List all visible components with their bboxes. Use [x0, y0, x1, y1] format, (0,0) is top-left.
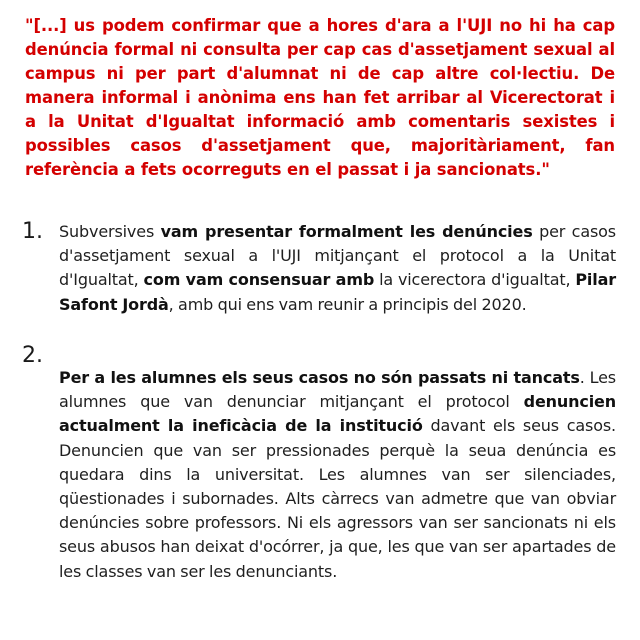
bold-text-run: Pilar Safont Jordà: [59, 270, 616, 314]
list-item-number: 1.: [22, 219, 43, 244]
list-item-text: [59, 342, 616, 584]
text-run: per casos d'assetjament sexual a l'UJI mitjançant el protocol a la Unitat d'Igualtat,: [59, 222, 616, 290]
text-run: . Les alumnes que van denunciar mitjançant el protocol: [59, 368, 616, 412]
bold-text-run: com vam consensuar amb: [143, 270, 375, 290]
highlighted-quote: "[...] us podem confirmar que a hores d'ara a l'UJI no hi ha cap denúncia formal ni consulta per cap cas d'assetjament sexual al campus ni per part d'alumnat ni de cap altre col·lectiu. De manera informal i anònima ens han fet arribar al Vicerectorat i a la Unitat d'Igualtat informació amb comentaris sexistes i possibles casos d'assetjament que, majoritàriament, fan referència a fets ocorreguts en el passat i ja sancionats.": [25, 16, 615, 179]
list-item: [22, 220, 616, 342]
list-item-number: 2.: [22, 343, 43, 368]
text-run: davant els seus casos. Denuncien que van ser pressionades perquè la seua denúncia es quedara dins la universitat. Les alumnes van ser silenciades, qüestionades i subornades. Alts càrrecs van admetre que van obviar denúncies sobre professors. Ni els agressors van ser sancionats ni els seus abusos han deixat d'ocórrer, ja que, les que van ser apartades de les classes van ser les denunciants.: [59, 416, 616, 581]
bold-text-run: vam presentar formalment les denúncies: [160, 222, 533, 241]
bold-text-run: denuncien actualment la ineficàcia de la institució: [59, 392, 616, 436]
bold-text-run: Per a les alumnes els seus casos no són passats ni tancats: [59, 368, 580, 387]
text-run: Subversives: [59, 222, 161, 241]
list-item: [22, 342, 616, 584]
text-run: la vicerectora d'igualtat,: [374, 270, 576, 290]
numbered-list: [22, 220, 616, 584]
list-item-text: [59, 220, 616, 317]
text-run: , amb qui ens vam reunir a principis del 2020.: [168, 294, 527, 314]
